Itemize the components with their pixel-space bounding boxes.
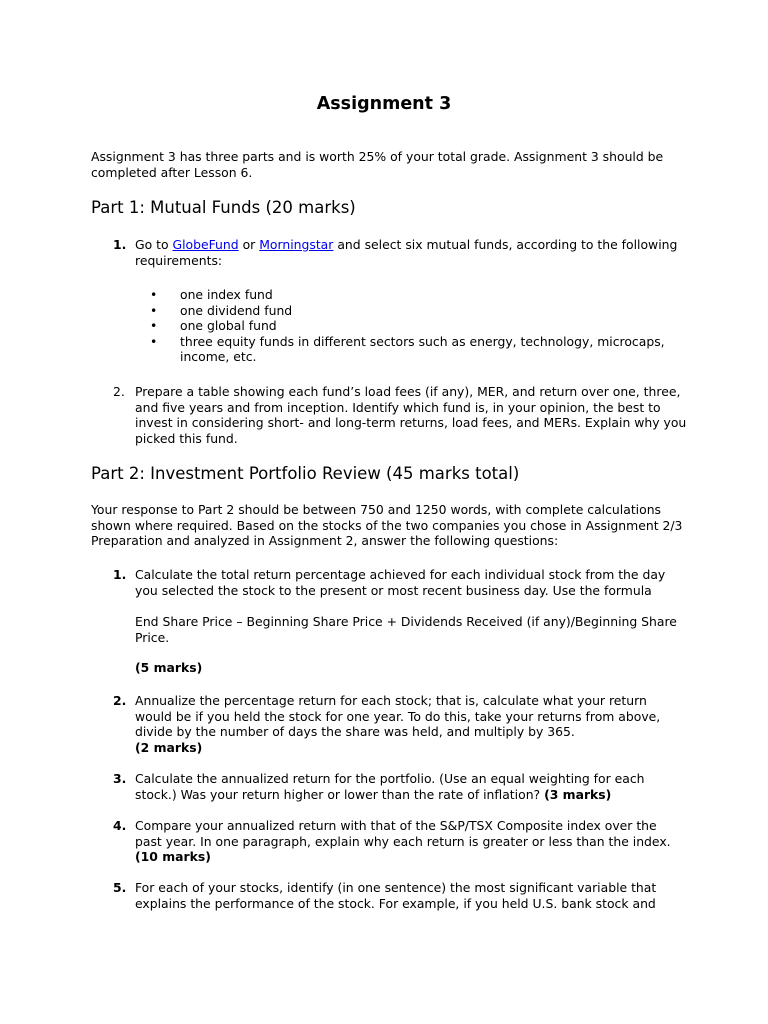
part2-heading: Part 2: Investment Portfolio Review (45 marks total)	[91, 464, 520, 483]
bullet-text: one global fund	[180, 318, 277, 334]
fund-requirements-list	[91, 287, 691, 365]
part2-item-1-text	[135, 567, 687, 676]
part2-item-1-question: Calculate the total return percentage achieved for each individual stock from the day you selected the stock to the present or most recent business day. Use the formula	[135, 567, 666, 598]
part2-item-4-text	[135, 818, 687, 865]
part2-item-4-question: Compare your annualized return with that of the S&P/TSX Composite index over the past year. In one paragraph, explain why each return is greater or less than the index.	[135, 818, 671, 849]
bullet-text: one index fund	[180, 287, 273, 302]
part2-item-2-marks: (2 marks)	[135, 739, 203, 755]
list-item	[91, 287, 691, 303]
part1-item-1-mid: or	[238, 237, 260, 252]
part2-item-3-question: Calculate the annualized return for the portfolio. (Use an equal weighting for each stock.) Was your return higher or lower than the rate of inflation?	[135, 771, 645, 802]
part2-item-2-question: Annualize the percentage return for each stock; that is, calculate what your return would be if you held the stock for one year. To do this, take your returns from above, divide by the number of days the share was held, and multiply by 365.	[135, 693, 661, 740]
part2-item-3-marks: (3 marks)	[544, 786, 612, 802]
part2-item-2-text	[135, 693, 687, 755]
part2-item-3-text	[135, 771, 687, 802]
globefund-link[interactable]: GlobeFund	[172, 237, 239, 252]
bullet-icon: •	[150, 333, 158, 349]
return-formula: End Share Price – Beginning Share Price + Dividends Received (if any)/Beginning Share Price.	[135, 614, 677, 645]
page-title: Assignment 3	[316, 94, 452, 114]
list-item	[91, 303, 691, 319]
part1-item-1-post: and select six mutual funds, according to the following requirements:	[135, 237, 678, 268]
bullet-text: one dividend fund	[180, 302, 293, 318]
part2-item-5-number: 5.	[113, 880, 127, 895]
part2-item-5-text: For each of your stocks, identify (in one sentence) the most significant variable that explains the performance of the stock. For example, if you held U.S. bank stock and	[135, 880, 657, 911]
part1-item-1-text	[135, 237, 687, 268]
list-item	[91, 334, 691, 365]
part2-item-1-number: 1.	[113, 567, 127, 582]
part1-item-1-number: 1.	[113, 237, 127, 252]
part2-item-1-marks: (5 marks)	[135, 660, 203, 676]
bullet-icon: •	[150, 302, 158, 318]
intro-paragraph: Assignment 3 has three parts and is worth 25% of your total grade. Assignment 3 should be completed after Lesson 6.	[91, 149, 664, 180]
part2-item-2-number: 2.	[113, 693, 127, 708]
bullet-icon: •	[150, 287, 158, 302]
morningstar-link[interactable]: Morningstar	[259, 237, 334, 252]
part1-item-2-text: Prepare a table showing each fund’s load fees (if any), MER, and return over one, three, and five years and from inception. Identify which fund is, in your opinion, the best to invest in considering short- and long-term returns, load fees, and MERs. Explain why you picked this fund.	[135, 384, 687, 446]
part2-item-4-marks: (10 marks)	[135, 849, 211, 865]
bullet-icon: •	[150, 318, 158, 334]
list-item	[91, 318, 691, 334]
bullet-text: three equity funds in different sectors such as energy, technology, microcaps, income, etc.	[180, 333, 665, 365]
part2-item-3-number: 3.	[113, 771, 127, 786]
part1-item-2-number: 2.	[113, 384, 125, 399]
part2-item-4-number: 4.	[113, 818, 127, 833]
part2-intro-paragraph: Your response to Part 2 should be between 750 and 1250 words, with complete calculations shown where required. Based on the stocks of the two companies you chose in Assignment 2/3 Preparation and analyzed in Assignment 2, answer the following questions:	[91, 502, 683, 549]
part1-item-1-pre: Go to	[135, 237, 173, 252]
part1-heading: Part 1: Mutual Funds (20 marks)	[91, 198, 356, 217]
